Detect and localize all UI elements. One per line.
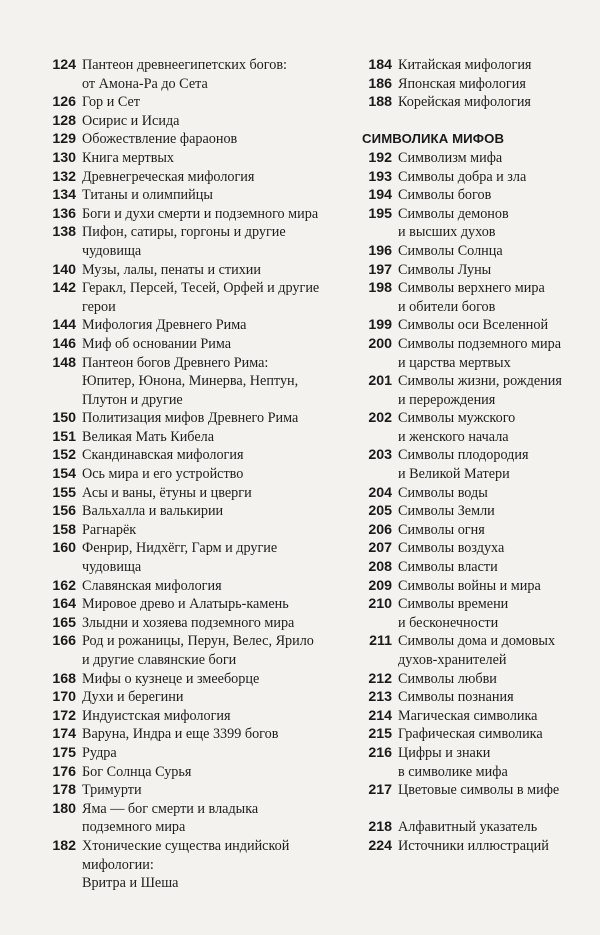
entry-title-line: Символы Земли <box>398 503 495 520</box>
page-number: 138 <box>52 224 76 241</box>
entry-title <box>82 409 342 428</box>
page-number: 188 <box>368 94 392 111</box>
entry-title <box>82 56 342 93</box>
entry-title <box>398 168 592 187</box>
page-number: 151 <box>52 428 76 445</box>
page-number: 174 <box>52 726 76 743</box>
toc-entry <box>42 837 342 893</box>
entry-title-line: Рудра <box>82 744 117 761</box>
entry-title <box>82 112 342 131</box>
toc-entry <box>362 558 592 577</box>
entry-title-line: Бог Солнца Сурья <box>82 763 192 780</box>
entry-title <box>82 781 342 800</box>
toc-entry <box>42 428 342 447</box>
page-number: 156 <box>52 503 76 520</box>
entry-title-line: Варуна, Индра и еще 3399 богов <box>82 726 279 743</box>
entry-title <box>82 837 342 893</box>
toc-entry <box>42 56 342 93</box>
entry-title-line: Осирис и Исида <box>82 112 180 129</box>
entry-title-line: Символы Луны <box>398 261 492 278</box>
entry-title-line: Источники иллюстраций <box>398 837 549 854</box>
page-number: 224 <box>368 837 392 854</box>
toc-entry <box>362 744 592 781</box>
entry-title <box>398 502 592 521</box>
page-number: 140 <box>52 261 76 278</box>
toc-entry <box>362 205 592 242</box>
entry-title-line: и царства мертвых <box>398 354 511 371</box>
entry-title-line: Геракл, Персей, Тесей, Орфей и другие <box>82 280 320 297</box>
page-number: 209 <box>368 577 392 594</box>
page-number: 175 <box>52 744 76 761</box>
entry-title <box>398 75 592 94</box>
spacer <box>362 800 592 819</box>
page-number: 164 <box>52 596 76 613</box>
page-number: 144 <box>52 317 76 334</box>
page-number: 134 <box>52 187 76 204</box>
entry-title-line: Символы оси Вселенной <box>398 317 549 334</box>
entry-title-line: Боги и духи смерти и подземного мира <box>82 205 319 222</box>
page-number: 212 <box>368 670 392 687</box>
page-number: 201 <box>368 373 392 390</box>
entry-title <box>398 242 592 261</box>
toc-entry <box>42 484 342 503</box>
entry-title <box>82 428 342 447</box>
entry-title <box>398 446 592 483</box>
entry-title <box>82 354 342 410</box>
toc-entry <box>42 781 342 800</box>
entry-title <box>398 837 592 856</box>
page-number: 193 <box>368 168 392 185</box>
toc-entry <box>362 149 592 168</box>
toc-entry <box>362 725 592 744</box>
page-number: 198 <box>368 280 392 297</box>
page-number: 182 <box>52 837 76 854</box>
toc-entry <box>42 223 342 260</box>
toc-entry <box>362 818 592 837</box>
entry-title-line: Политизация мифов Древнего Рима <box>82 410 299 427</box>
toc-entry <box>42 577 342 596</box>
toc-entry <box>362 56 592 75</box>
page-number: 178 <box>52 782 76 799</box>
toc-entry <box>42 446 342 465</box>
entry-title <box>82 168 342 187</box>
entry-title <box>398 279 592 316</box>
toc-entry <box>362 484 592 503</box>
entry-title <box>82 614 342 633</box>
page-number: 207 <box>368 540 392 557</box>
toc-entry <box>42 614 342 633</box>
section-title: СИМВОЛИКА МИФОВ <box>362 131 505 147</box>
entry-title-line: Ось мира и его устройство <box>82 466 244 483</box>
entry-title-line: Миф об основании Рима <box>82 335 232 352</box>
entry-title-line: подземного мира <box>82 819 186 836</box>
page-number: 126 <box>52 94 76 111</box>
toc-entry <box>42 316 342 335</box>
toc-entry <box>362 688 592 707</box>
toc-entry <box>42 744 342 763</box>
toc-entry <box>42 335 342 354</box>
entry-title <box>82 186 342 205</box>
toc-entry <box>42 279 342 316</box>
entry-title-line: и перерождения <box>398 391 496 408</box>
toc-entry <box>362 446 592 483</box>
entry-title-line: Пантеон богов Древнего Рима: <box>82 354 269 371</box>
entry-title-line: Вальхалла и валькирии <box>82 503 224 520</box>
page-number: 168 <box>52 670 76 687</box>
entry-title-line: и бесконечности <box>398 614 499 631</box>
entry-title-line: Титаны и олимпийцы <box>82 187 213 204</box>
entry-title-line: Магическая символика <box>398 707 538 724</box>
toc-entry <box>42 130 342 149</box>
page-number: 165 <box>52 614 76 631</box>
entry-title-line: Символы богов <box>398 187 492 204</box>
toc-entry <box>362 409 592 446</box>
toc-entry <box>362 93 592 112</box>
page-number: 192 <box>368 149 392 166</box>
entry-title-line: Символы Солнца <box>398 242 503 259</box>
entry-title <box>398 93 592 112</box>
entry-title-line: Символы жизни, рождения <box>398 373 562 390</box>
page-number: 196 <box>368 242 392 259</box>
entry-title-line: от Амона-Ра до Сета <box>82 75 208 92</box>
entry-title-line: Символы воды <box>398 484 488 501</box>
entry-title <box>82 465 342 484</box>
entry-title-line: Символы верхнего мира <box>398 280 545 297</box>
entry-title-line: Японская мифология <box>398 75 526 92</box>
page-number: 210 <box>368 596 392 613</box>
entry-title-line: Род и рожаницы, Перун, Велес, Ярило <box>82 633 314 650</box>
toc-entry <box>42 632 342 669</box>
entry-title <box>82 670 342 689</box>
spacer <box>362 112 592 131</box>
entry-title <box>82 688 342 707</box>
entry-title-line: Символы дома и домовых <box>398 633 556 650</box>
entry-title-line: Китайская мифология <box>398 57 532 73</box>
toc-entry <box>42 186 342 205</box>
entry-title <box>82 149 342 168</box>
entry-title-line: Пифон, сатиры, горгоны и другие <box>82 224 286 241</box>
entry-title <box>82 223 342 260</box>
page-number: 170 <box>52 689 76 706</box>
entry-title <box>398 688 592 707</box>
entry-title <box>82 763 342 782</box>
toc-entry <box>362 168 592 187</box>
toc-entry <box>42 465 342 484</box>
toc-entry <box>42 800 342 837</box>
entry-title <box>398 316 592 335</box>
entry-title-line: Тримурти <box>82 782 142 799</box>
entry-title-line: Музы, лалы, пенаты и стихии <box>82 261 261 278</box>
page-number: 202 <box>368 410 392 427</box>
page-number: 214 <box>368 707 392 724</box>
entry-title-line: Символы подземного мира <box>398 335 562 352</box>
entry-title <box>82 595 342 614</box>
entry-title-line: Алфавитный указатель <box>398 819 538 836</box>
page-number: 162 <box>52 577 76 594</box>
entry-title <box>398 186 592 205</box>
toc-entry <box>362 521 592 540</box>
entry-title-line: герои <box>82 298 116 315</box>
entry-title-line: и высших духов <box>398 224 496 241</box>
entry-title-line: Мировое древо и Алатырь-камень <box>82 596 289 613</box>
entry-title <box>398 372 592 409</box>
page-number: 213 <box>368 689 392 706</box>
page-number: 215 <box>368 726 392 743</box>
toc-entry <box>42 149 342 168</box>
toc-entry <box>362 372 592 409</box>
entry-title-line: Гор и Сет <box>82 94 140 111</box>
entry-title-line: Злыдни и хозяева подземного мира <box>82 614 295 631</box>
entry-title-line: и женского начала <box>398 428 509 445</box>
entry-title <box>82 539 342 576</box>
entry-title-line: Символы демонов <box>398 205 509 222</box>
entry-title <box>398 744 592 781</box>
entry-title-line: Плутон и другие <box>82 391 183 408</box>
entry-title <box>82 316 342 335</box>
entry-title-line: и обители богов <box>398 298 496 315</box>
entry-title <box>398 539 592 558</box>
entry-title-line: Яма — бог смерти и владыка <box>82 800 259 817</box>
entry-title-line: духов-хранителей <box>398 652 507 668</box>
entry-title <box>82 800 342 837</box>
toc-entry <box>42 205 342 224</box>
page-number: 166 <box>52 633 76 650</box>
page-number: 132 <box>52 168 76 185</box>
entry-title-line: и Великой Матери <box>398 466 510 483</box>
entry-title-line: Фенрир, Нидхёгг, Гарм и другие <box>82 540 278 557</box>
entry-title-line: в символике мифа <box>398 763 508 780</box>
toc-entry <box>362 632 592 669</box>
entry-title-line: Графическая символика <box>398 726 543 743</box>
page-number: 195 <box>368 205 392 222</box>
entry-title <box>398 335 592 372</box>
entry-title-line: Древнегреческая мифология <box>82 168 255 185</box>
toc-entry <box>42 670 342 689</box>
page-number: 128 <box>52 112 76 129</box>
page-number: 136 <box>52 205 76 222</box>
page-number: 216 <box>368 744 392 761</box>
toc-entry <box>42 521 342 540</box>
entry-title <box>82 725 342 744</box>
page-number: 160 <box>52 540 76 557</box>
entry-title <box>398 670 592 689</box>
entry-title-line: Великая Мать Кибела <box>82 428 215 445</box>
entry-title-line: Асы и ваны, ётуны и цверги <box>82 484 252 501</box>
toc-entry <box>42 539 342 576</box>
entry-title <box>398 521 592 540</box>
toc-entry <box>362 279 592 316</box>
entry-title-line: Символы воздуха <box>398 540 505 557</box>
entry-title-line: Цветовые символы в мифе <box>398 782 560 799</box>
page-number: 155 <box>52 484 76 501</box>
toc-entry <box>362 837 592 856</box>
entry-title <box>398 707 592 726</box>
entry-title-line: Цифры и знаки <box>398 744 491 761</box>
entry-title-line: Корейская мифология <box>398 94 531 111</box>
toc-entry <box>42 261 342 280</box>
entry-title <box>82 205 342 224</box>
toc-entry <box>362 242 592 261</box>
page-number: 197 <box>368 261 392 278</box>
page-number: 218 <box>368 819 392 836</box>
entry-title <box>82 707 342 726</box>
toc-entry <box>362 261 592 280</box>
entry-title <box>82 484 342 503</box>
entry-title <box>82 502 342 521</box>
page-number: 184 <box>368 57 392 73</box>
toc-entry <box>362 670 592 689</box>
toc-entry <box>362 502 592 521</box>
entry-title-line: Символы добра и зла <box>398 168 527 185</box>
entry-title <box>398 781 592 800</box>
entry-title <box>82 577 342 596</box>
entry-title-line: Символы плодородия <box>398 447 529 464</box>
entry-title-line: Книга мертвых <box>82 149 175 166</box>
page-number: 206 <box>368 521 392 538</box>
entry-title <box>398 149 592 168</box>
entry-title-line: Юпитер, Юнона, Минерва, Нептун, <box>82 373 299 390</box>
page-number: 199 <box>368 317 392 334</box>
toc-entry <box>42 725 342 744</box>
toc-entry <box>362 316 592 335</box>
entry-title-line: Символы мужского <box>398 410 516 427</box>
page-number: 217 <box>368 782 392 799</box>
entry-title <box>398 577 592 596</box>
toc-entry <box>362 335 592 372</box>
entry-title <box>82 632 342 669</box>
entry-title <box>398 261 592 280</box>
entry-title-line: Символы познания <box>398 689 514 706</box>
entry-title-line: Славянская мифология <box>82 577 222 594</box>
toc-entry <box>42 354 342 410</box>
page-number: 208 <box>368 559 392 576</box>
page-number: 211 <box>369 633 392 650</box>
page-number: 152 <box>52 447 76 464</box>
toc-entry <box>362 75 592 94</box>
entry-title-line: Символы власти <box>398 559 498 576</box>
entry-title-line: Символы времени <box>398 596 509 613</box>
entry-title-line: Скандинавская мифология <box>82 447 244 464</box>
entry-title <box>82 744 342 763</box>
entry-title <box>398 595 592 632</box>
page-number: 129 <box>52 131 76 148</box>
toc-right-column <box>362 56 592 856</box>
page-number: 154 <box>52 466 76 483</box>
entry-title <box>82 335 342 354</box>
toc-entry <box>42 93 342 112</box>
toc-entry <box>362 781 592 800</box>
entry-title <box>398 632 592 669</box>
entry-title <box>82 93 342 112</box>
entry-title <box>398 484 592 503</box>
page-number: 130 <box>52 149 76 166</box>
entry-title <box>398 818 592 837</box>
page-number: 172 <box>52 707 76 724</box>
toc-entry <box>42 595 342 614</box>
toc-entry <box>42 502 342 521</box>
toc-left-column <box>42 56 342 893</box>
page-number: 158 <box>52 521 76 538</box>
page-number: 186 <box>368 75 392 92</box>
entry-title <box>82 130 342 149</box>
entry-title-line: Символизм мифа <box>398 149 503 166</box>
page-number: 180 <box>52 800 76 817</box>
entry-title-line: Духи и берегини <box>82 689 184 706</box>
page-number: 200 <box>368 335 392 352</box>
toc-entry <box>42 168 342 187</box>
entry-title <box>398 56 592 75</box>
page-number: 148 <box>52 354 76 371</box>
toc-entry <box>42 688 342 707</box>
toc-entry <box>362 707 592 726</box>
page-number: 204 <box>368 484 392 501</box>
entry-title <box>82 521 342 540</box>
page-number: 142 <box>52 280 76 297</box>
entry-title-line: Обожествление фараонов <box>82 131 238 148</box>
entry-title-line: и другие славянские боги <box>82 652 237 668</box>
page-number: 146 <box>52 335 76 352</box>
toc-entry <box>42 763 342 782</box>
toc-entry <box>362 595 592 632</box>
entry-title-line: Символы любви <box>398 670 497 687</box>
entry-title-line: Мифология Древнего Рима <box>82 317 247 334</box>
entry-title-line: Вритра и Шеша <box>82 875 179 892</box>
entry-title-line: Индуистская мифология <box>82 707 231 724</box>
entry-title-line: Рагнарёк <box>82 521 137 538</box>
entry-title-line: чудовища <box>82 242 142 259</box>
page-number: 150 <box>52 410 76 427</box>
entry-title <box>398 409 592 446</box>
entry-title-line: Символы огня <box>398 521 485 538</box>
toc-entry <box>362 186 592 205</box>
entry-title <box>82 279 342 316</box>
entry-title <box>398 725 592 744</box>
toc-entry <box>42 112 342 131</box>
entry-title-line: чудовища <box>82 559 142 576</box>
page-number: 124 <box>52 57 76 73</box>
entry-title <box>82 446 342 465</box>
entry-title-line: мифологии: <box>82 856 154 873</box>
page-number: 176 <box>52 763 76 780</box>
toc-entry <box>362 577 592 596</box>
entry-title-line: Мифы о кузнеце и змееборце <box>82 670 260 687</box>
entry-title-line: Пантеон древнеегипетских богов: <box>82 57 287 73</box>
page-number: 205 <box>368 503 392 520</box>
toc-entry <box>362 539 592 558</box>
page-number: 194 <box>368 187 392 204</box>
toc-entry <box>42 409 342 428</box>
page-number: 203 <box>368 447 392 464</box>
entry-title-line: Хтонические существа индийской <box>82 837 290 854</box>
entry-title <box>398 205 592 242</box>
entry-title-line: Символы войны и мира <box>398 577 541 594</box>
toc-entry <box>42 707 342 726</box>
entry-title <box>82 261 342 280</box>
entry-title <box>398 558 592 577</box>
